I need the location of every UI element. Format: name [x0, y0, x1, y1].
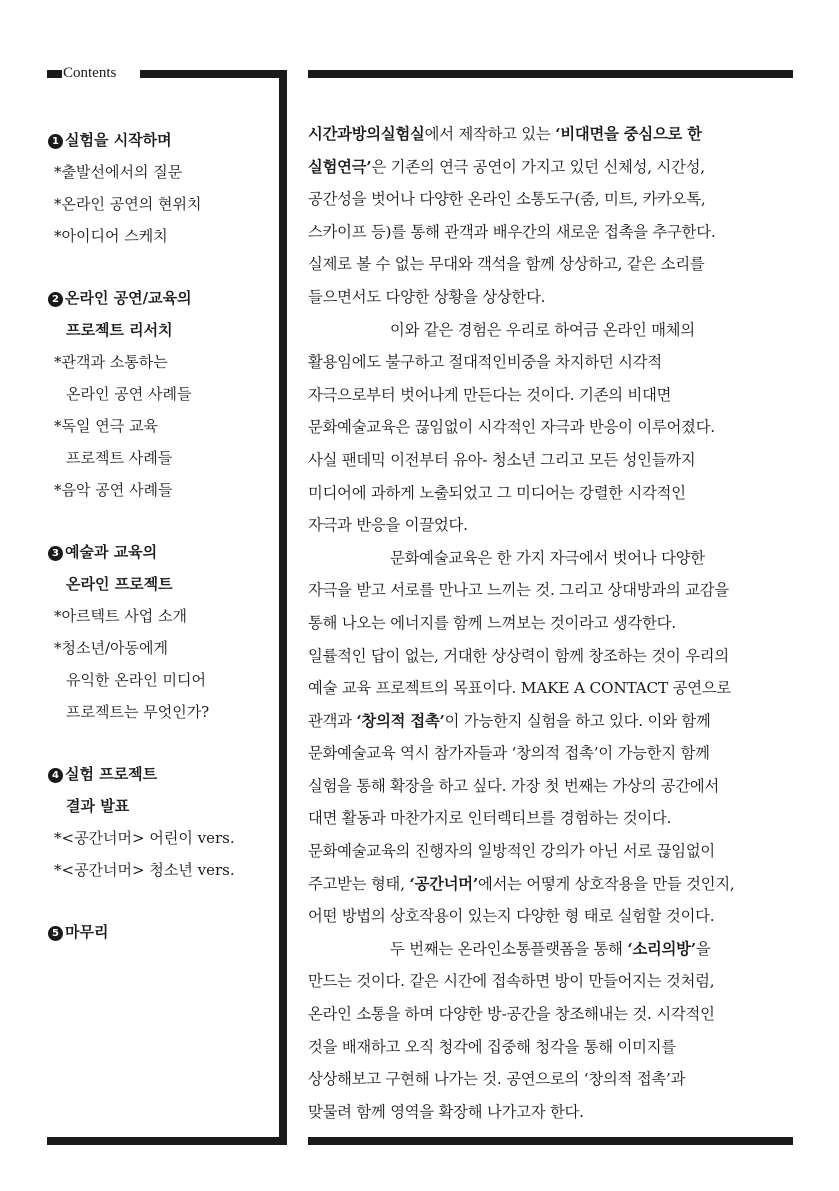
body-line: 관객과 ‘창의적 접촉’이 가능한지 실험을 하고 있다. 이와 함께 [308, 711, 711, 730]
toc-item: 유익한 온라인 미디어 [66, 671, 206, 689]
body-line: 자극으로부터 벗어나게 만든다는 것이다. 기존의 비대면 [308, 385, 672, 404]
top-rule-right [308, 70, 793, 78]
body-line: 문화예술교육은 한 가지 자극에서 벗어나 다양한 [390, 548, 705, 567]
section-number-badge: 2 [48, 292, 63, 307]
body-line: 실제로 볼 수 없는 무대와 객석을 함께 상상하고, 같은 소리를 [308, 255, 705, 274]
toc-item: 온라인 공연 사례들 [66, 385, 192, 403]
toc-item: *독일 연극 교육 [54, 417, 158, 435]
body-line: 만드는 것이다. 같은 시간에 접속하면 방이 만들어지는 것처럼, [308, 972, 715, 991]
toc-item: *<공간너머> 어린이 vers. [54, 829, 235, 847]
body-line: 시간과방의실험실에서 제작하고 있는 ‘비대면을 중심으로 한 [308, 125, 702, 143]
toc-item: *청소년/아동에게 [54, 639, 168, 657]
toc-section-title: 2 온라인 공연/교육의 [48, 282, 273, 314]
body-line: 미디어에 과하게 노출되었고 그 미디어는 강렬한 시각적인 [308, 483, 686, 502]
toc-section-title: 프로젝트 리서치 [66, 321, 173, 339]
toc-item: *음악 공연 사례들 [54, 481, 173, 499]
body-text [308, 118, 808, 1128]
column-divider [279, 70, 287, 1145]
body-line: 어떤 방법의 상호작용이 있는지 다양한 형 태로 실험할 것이다. [308, 907, 715, 926]
toc-item: *출발선에서의 질문 [54, 163, 183, 181]
contents-heading: Contents [63, 65, 117, 81]
body-line: 들으면서도 다양한 상황을 상상한다. [308, 287, 546, 306]
toc-section [48, 916, 273, 948]
toc-section-title: 3 예술과 교육의 [48, 536, 273, 568]
body-line: 실험연극’은 기존의 연극 공연이 가지고 있던 신체성, 시간성, [308, 157, 705, 176]
body-line: 문화예술교육의 진행자의 일방적인 강의가 아닌 서로 끊임없이 [308, 842, 715, 861]
section-number-badge: 1 [48, 134, 63, 149]
body-line: 스카이프 등)를 통해 관객과 배우간의 새로운 접촉을 추구한다. [308, 222, 716, 241]
toc-item: *아르텍트 사업 소개 [54, 607, 187, 625]
body-line: 것을 배재하고 오직 청각에 집중해 청각을 통해 이미지를 [308, 1037, 676, 1056]
body-line: 활용임에도 불구하고 절대적인비중을 차지하던 시각적 [308, 353, 662, 372]
body-line: 대면 활동과 마찬가지로 인터렉티브를 경험하는 것이다. [308, 809, 672, 828]
top-rule-left-segment [47, 70, 62, 78]
toc-section-title: 5 마무리 [48, 916, 273, 948]
body-line: 문화예술교육 역시 참가자들과 ‘창의적 접촉’이 가능한지 함께 [308, 744, 710, 763]
toc-section-title: 온라인 프로젝트 [66, 575, 173, 593]
body-line: 실험을 통해 확장을 하고 싶다. 가장 첫 번째는 가상의 공간에서 [308, 776, 720, 795]
body-line: 통해 나오는 에너지를 함께 느껴보는 것이라고 생각한다. [308, 613, 676, 632]
bottom-rule-right [308, 1137, 793, 1145]
body-line: 공간성을 벗어나 다양한 온라인 소통도구(줌, 미트, 카카오톡, [308, 190, 706, 209]
toc-item: *<공간너머> 청소년 vers. [54, 861, 235, 879]
toc-section [48, 124, 273, 252]
toc-item: 프로젝트는 무엇인가? [66, 703, 210, 721]
toc-section-title: 4 실험 프로젝트 [48, 758, 273, 790]
toc-section-title: 1 실험을 시작하며 [48, 124, 273, 156]
body-line: 예술 교육 프로젝트의 목표이다. MAKE A CONTACT 공연으로 [308, 679, 732, 698]
toc-section [48, 536, 273, 728]
top-rule-left [140, 70, 285, 78]
body-line: 사실 팬데믹 이전부터 유아- 청소년 그리고 모든 성인들까지 [308, 450, 696, 469]
body-line: 맞물려 함께 영역을 확장해 나가고자 한다. [308, 1102, 584, 1121]
body-line: 이와 같은 경험은 우리로 하여금 온라인 매체의 [390, 320, 695, 339]
toc-item: *관객과 소통하는 [54, 353, 168, 371]
section-number-badge: 5 [48, 926, 63, 941]
body-line: 상상해보고 구현해 나가는 것. 공연으로의 ‘창의적 접촉’과 [308, 1070, 686, 1089]
table-of-contents [48, 124, 273, 948]
toc-section [48, 282, 273, 506]
body-line: 두 번째는 온라인소통플랫폼을 통해 ‘소리의방’을 [390, 939, 711, 958]
body-line: 자극과 반응을 이끌었다. [308, 516, 468, 535]
toc-item: *아이디어 스케치 [54, 227, 168, 245]
body-line: 문화예술교육은 끊임없이 시각적인 자극과 반응이 이루어졌다. [308, 418, 715, 437]
toc-section [48, 758, 273, 886]
body-line: 주고받는 형태, ‘공간너머’에서는 어떻게 상호작용을 만들 것인지, [308, 874, 735, 893]
body-line: 온라인 소통을 하며 다양한 방-공간을 창조해내는 것. 시각적인 [308, 1005, 715, 1024]
bottom-rule-left [47, 1137, 287, 1145]
toc-item: 프로젝트 사례들 [66, 449, 173, 467]
body-line: 일률적인 답이 없는, 거대한 상상력이 함께 창조하는 것이 우리의 [308, 646, 729, 665]
body-line: 자극을 받고 서로를 만나고 느끼는 것. 그리고 상대방과의 교감을 [308, 581, 729, 600]
section-number-badge: 3 [48, 546, 63, 561]
section-number-badge: 4 [48, 768, 63, 783]
toc-section-title: 결과 발표 [66, 797, 130, 815]
toc-item: *온라인 공연의 현위치 [54, 195, 202, 213]
